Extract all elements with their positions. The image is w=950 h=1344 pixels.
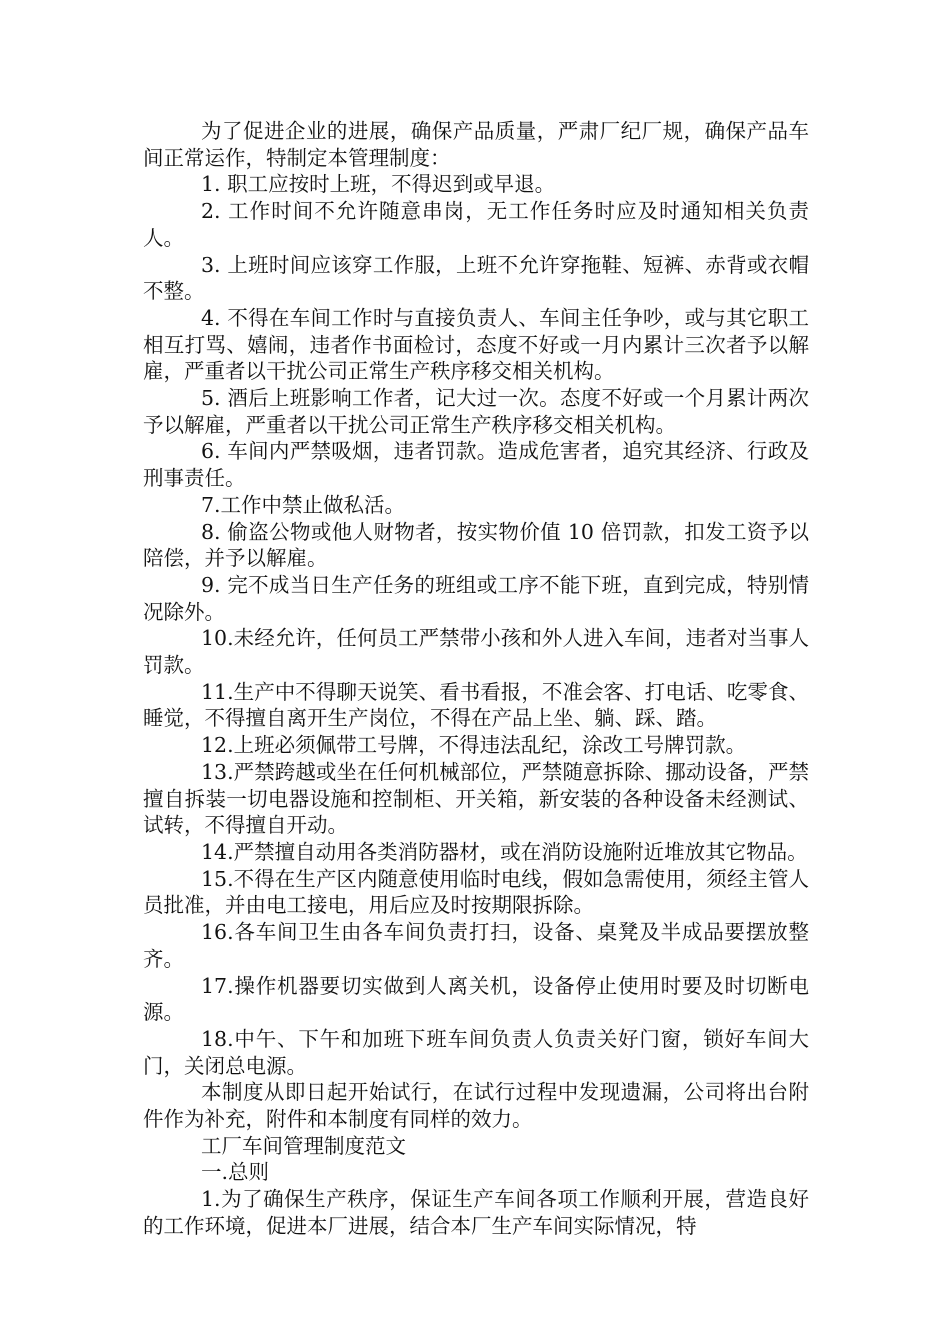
rule-10: 10.未经允许，任何员工严禁带小孩和外人进入车间，违者对当事人罚款。	[143, 626, 809, 678]
closing-paragraph: 本制度从即日起开始试行，在试行过程中发现遗漏，公司将出台附件作为补充，附件和本制度有同样的效力。	[143, 1080, 809, 1132]
intro-paragraph: 为了促进企业的进展，确保产品质量，严肃厂纪厂规，确保产品车间正常运作，特制定本管理制度：	[143, 119, 809, 170]
section-heading-general: 一.总则	[201, 1160, 270, 1185]
rule-5: 5. 酒后上班影响工作者，记大过一次。态度不好或一个月累计两次予以解雇，严重者以干扰公司正常生产秩序移交相关机构。	[143, 386, 809, 437]
rule-2: 2. 工作时间不允许随意串岗，无工作任务时应及时通知相关负责人。	[143, 199, 809, 250]
rule-3: 3. 上班时间应该穿工作服，上班不允许穿拖鞋、短裤、赤背或衣帽不整。	[143, 252, 809, 304]
rule-8: 8. 偷盗公物或他人财物者，按实物价值 10 倍罚款，扣发工资予以陪偿，并予以解雇。	[143, 519, 809, 571]
section-title: 工厂车间管理制度范文	[201, 1133, 406, 1158]
rule-17: 17.操作机器要切实做到人离关机，设备停止使用时要及时切断电源。	[143, 973, 809, 1025]
rule-7: 7.工作中禁止做私活。	[201, 492, 406, 517]
rule-9: 9. 完不成当日生产任务的班组或工序不能下班，直到完成，特别情况除外。	[143, 572, 809, 624]
rule-16: 16.各车间卫生由各车间负责打扫，设备、桌凳及半成品要摆放整齐。	[143, 920, 809, 971]
rule-6: 6. 车间内严禁吸烟，违者罚款。造成危害者，追究其经济、行政及刑事责任。	[143, 439, 809, 491]
general-rule-1: 1.为了确保生产秩序，保证生产车间各项工作顺利开展，营造良好的工作环境，促进本厂进展，结合本厂生产车间实际情况，特	[143, 1187, 809, 1238]
rule-4: 4. 不得在车间工作时与直接负责人、车间主任争吵，或与其它职工相互打骂、嬉闹，违者作书面检讨，态度不好或一月内累计三次者予以解雇，严重者以干扰公司正常生产秩序移交相关机构。	[143, 305, 809, 384]
rule-11: 11.生产中不得聊天说笑、看书看报，不准会客、打电话、吃零食、睡觉，不得擅自离开生产岗位，不得在产品上坐、躺、踩、踏。	[143, 679, 809, 731]
rule-1: 1. 职工应按时上班，不得迟到或早退。	[201, 172, 556, 197]
rule-18: 18.中午、下午和加班下班车间负责人负责关好门窗，锁好车间大门，关闭总电源。	[143, 1026, 809, 1078]
rule-12: 12.上班必须佩带工号牌，不得违法乱纪，涂改工号牌罚款。	[201, 733, 747, 758]
rule-15: 15.不得在生产区内随意使用临时电线，假如急需使用，须经主管人员批准，并由电工接电，用后应及时按期限拆除。	[143, 866, 809, 918]
rule-14: 14.严禁擅自动用各类消防器材，或在消防设施附近堆放其它物品。	[201, 839, 808, 864]
document-body	[143, 118, 809, 1240]
rule-13: 13.严禁跨越或坐在任何机械部位，严禁随意拆除、挪动设备，严禁擅自拆装一切电器设施和控制柜、开关箱，新安装的各种设备未经测试、试转，不得擅自开动。	[143, 759, 809, 838]
